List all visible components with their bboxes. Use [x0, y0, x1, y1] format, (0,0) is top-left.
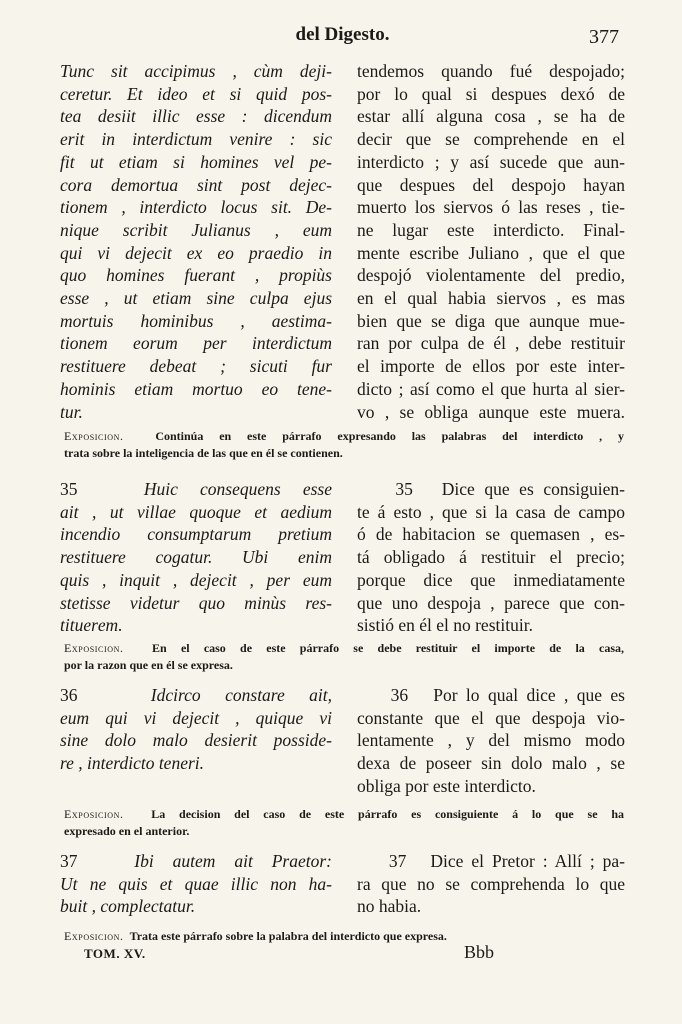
page-header [60, 24, 625, 54]
paragraph-number: 36 [390, 685, 409, 705]
latin-column [60, 478, 332, 637]
latin-line: stetisse videtur quo minùs res- [60, 592, 332, 613]
latin-line: tionem , interdicto locus sit. De- [60, 197, 332, 218]
latin-line: tituerет. [60, 615, 123, 636]
exposicion-text: Trata este párrafo sobre la palabra del interdicto que expresa. [129, 929, 447, 943]
section-37 [60, 850, 625, 918]
spanish-line: te á esto , que si la casa de campo [357, 501, 625, 522]
latin-text: Huic consequens esse [143, 479, 332, 499]
exposicion-label: Exposicion. [64, 929, 124, 943]
spanish-line: que despues del despojo hayan [357, 174, 625, 195]
spanish-line: interdicto ; y así sucede que aun- [357, 151, 625, 172]
spanish-line: bien que se diga que aunque mue- [357, 310, 625, 331]
latin-line: esse , ut etiam sine culpa ejus [60, 288, 332, 309]
spanish-line: despojó violentamente del predio, [357, 265, 625, 286]
latin-line [60, 850, 332, 873]
latin-line [60, 684, 332, 707]
spanish-line: vo , se obliga aunque este muera. [357, 401, 625, 422]
page-footer [84, 942, 534, 970]
latin-line: Ut ne quis et quae illic non ha- [60, 873, 332, 894]
exposicion-label: Exposicion. [64, 807, 124, 821]
exposicion-note [64, 928, 624, 945]
exposicion-text: Continúa en este párrafo expresando las palabras del interdicto , y [155, 429, 624, 443]
spanish-line: dicto ; así como el que hurta al sier- [357, 378, 625, 399]
paragraph-number: 36 [60, 685, 78, 705]
latin-line: buit , complectatur. [60, 896, 196, 917]
spanish-line: tá obligado á restituir el precio; [357, 547, 625, 568]
running-title: del Digesto. [295, 24, 390, 45]
exposicion-note [64, 428, 624, 462]
latin-line: tur. [60, 401, 83, 422]
spanish-line: ra que no se comprehenda lo que [357, 873, 625, 894]
latin-line: quis , inquit , dejecit , per eum [60, 569, 332, 590]
volume-label: TOM. XV. [84, 946, 146, 961]
section-36 [60, 684, 625, 798]
latin-text: Ibi autem ait Praetor: [134, 851, 333, 871]
exposicion-line [64, 806, 624, 823]
spanish-line: en el qual habia siervos , es mas [357, 288, 625, 309]
spanish-line [357, 850, 625, 873]
latin-line: quo homines fuerant , propiùs [60, 265, 332, 286]
latin-column [60, 850, 332, 918]
spanish-line: constante que el que despoja vio- [357, 707, 625, 728]
latin-line: re , interdicto teneri. [60, 753, 205, 774]
latin-column [60, 60, 332, 423]
exposicion-text: La decision del caso de este párrafo es consiguiente á lo que se ha [151, 807, 624, 821]
latin-line: eum qui vi dejecit , quique vi [60, 707, 332, 728]
spanish-line: por lo qual si despues dexó de [357, 83, 625, 104]
spanish-line: que uno despoja , parece que con- [357, 592, 625, 613]
exposicion-line [64, 428, 624, 445]
latin-line: cora demortua sint post dejec- [60, 174, 332, 195]
paragraph-number: 37 [388, 851, 407, 871]
latin-line: qui vi dejecit ex eo praedio in [60, 242, 332, 263]
latin-column [60, 684, 332, 798]
spanish-line: estar allí alguna cosa , se ha de [357, 106, 625, 127]
paragraph-number: 37 [60, 851, 78, 871]
spanish-line: muerto los siervos ó las reses , tie- [357, 197, 625, 218]
spanish-column [357, 684, 625, 798]
latin-line: restituere debeat ; sicuti fur [60, 356, 332, 377]
latin-line: restituere cogatur. Ubi enim [60, 547, 332, 568]
exposicion-line: por la razon que en él se expresa. [64, 658, 233, 672]
signature-mark: Bbb [464, 942, 495, 962]
latin-line: tionem eorum per interdictum [60, 333, 332, 354]
spanish-line: obliga por este interdicto. [357, 775, 536, 796]
latin-line: incendio consumptarum pretium [60, 524, 332, 545]
exposicion-line: expresado en el anterior. [64, 824, 190, 838]
latin-line: sine dolo malo desierit posside- [60, 730, 332, 751]
exposicion-line [64, 640, 624, 657]
page-number: 377 [589, 26, 619, 48]
latin-line: nique scribit Julianus , eum [60, 219, 332, 240]
exposicion-line [64, 928, 624, 945]
spanish-column [357, 850, 625, 918]
spanish-text: Por lo qual dice , que es [433, 685, 625, 705]
latin-line [60, 478, 332, 501]
latin-line: erit in interdictum venire : sic [60, 129, 332, 150]
spanish-text: Dice que es consiguien- [441, 479, 626, 499]
spanish-line: el importe de ellos por este inter- [357, 356, 625, 377]
latin-line: Tunc sit accipimus , cùm deji- [60, 61, 332, 81]
spanish-column [357, 60, 625, 423]
paragraph-number: 35 [60, 479, 78, 499]
exposicion-line: trata sobre la inteligencia de las que en él se contienen. [64, 446, 343, 460]
exposicion-note [64, 806, 624, 840]
spanish-line: sistió en él el no restituir. [357, 615, 533, 636]
spanish-line: dexa de poseer sin dolo malo , se [357, 753, 625, 774]
spanish-line: no habia. [357, 896, 422, 917]
spanish-line: ne lugar este interdicto. Final- [357, 219, 625, 240]
exposicion-note [64, 640, 624, 674]
latin-text: Idcirco constare ait, [150, 685, 333, 705]
section-35 [60, 478, 625, 637]
spanish-line: lentamente , y del mismo modo [357, 730, 625, 751]
latin-line: hominis etiam mortuo eo tene- [60, 378, 332, 399]
spanish-line: mente escribe Juliano , que el que [357, 242, 625, 263]
latin-line: fit ut etiam si homines vel pe- [60, 151, 332, 172]
exposicion-label: Exposicion. [64, 429, 124, 443]
spanish-line: ran por culpa de él , debe restituir [357, 333, 625, 354]
spanish-line [357, 478, 625, 501]
spanish-line: tendemos quando fué despojado; [357, 61, 625, 81]
spanish-line: ó de habitacion se quemasen , es- [357, 524, 625, 545]
latin-line: tea desiit illic esse : dicendum [60, 106, 332, 127]
latin-line: ceretur. Et ideo et si quid pos- [60, 83, 332, 104]
spanish-line: decir que se comprehende en el [357, 129, 625, 150]
spanish-line [357, 684, 625, 707]
exposicion-label: Exposicion. [64, 641, 124, 655]
paragraph-number: 35 [395, 479, 413, 499]
latin-line: mortuis hominibus , aestima- [60, 310, 332, 331]
exposicion-text: En el caso de este párrafo se debe restituir el importe de la casa, [152, 641, 624, 655]
spanish-text: Dice el Pretor : Allí ; pa- [430, 851, 626, 871]
spanish-line: porque dice que inmediatamente [357, 569, 625, 590]
section-intro [60, 60, 625, 423]
spanish-column [357, 478, 625, 637]
latin-line: ait , ut villae quoque et aedium [60, 501, 332, 522]
